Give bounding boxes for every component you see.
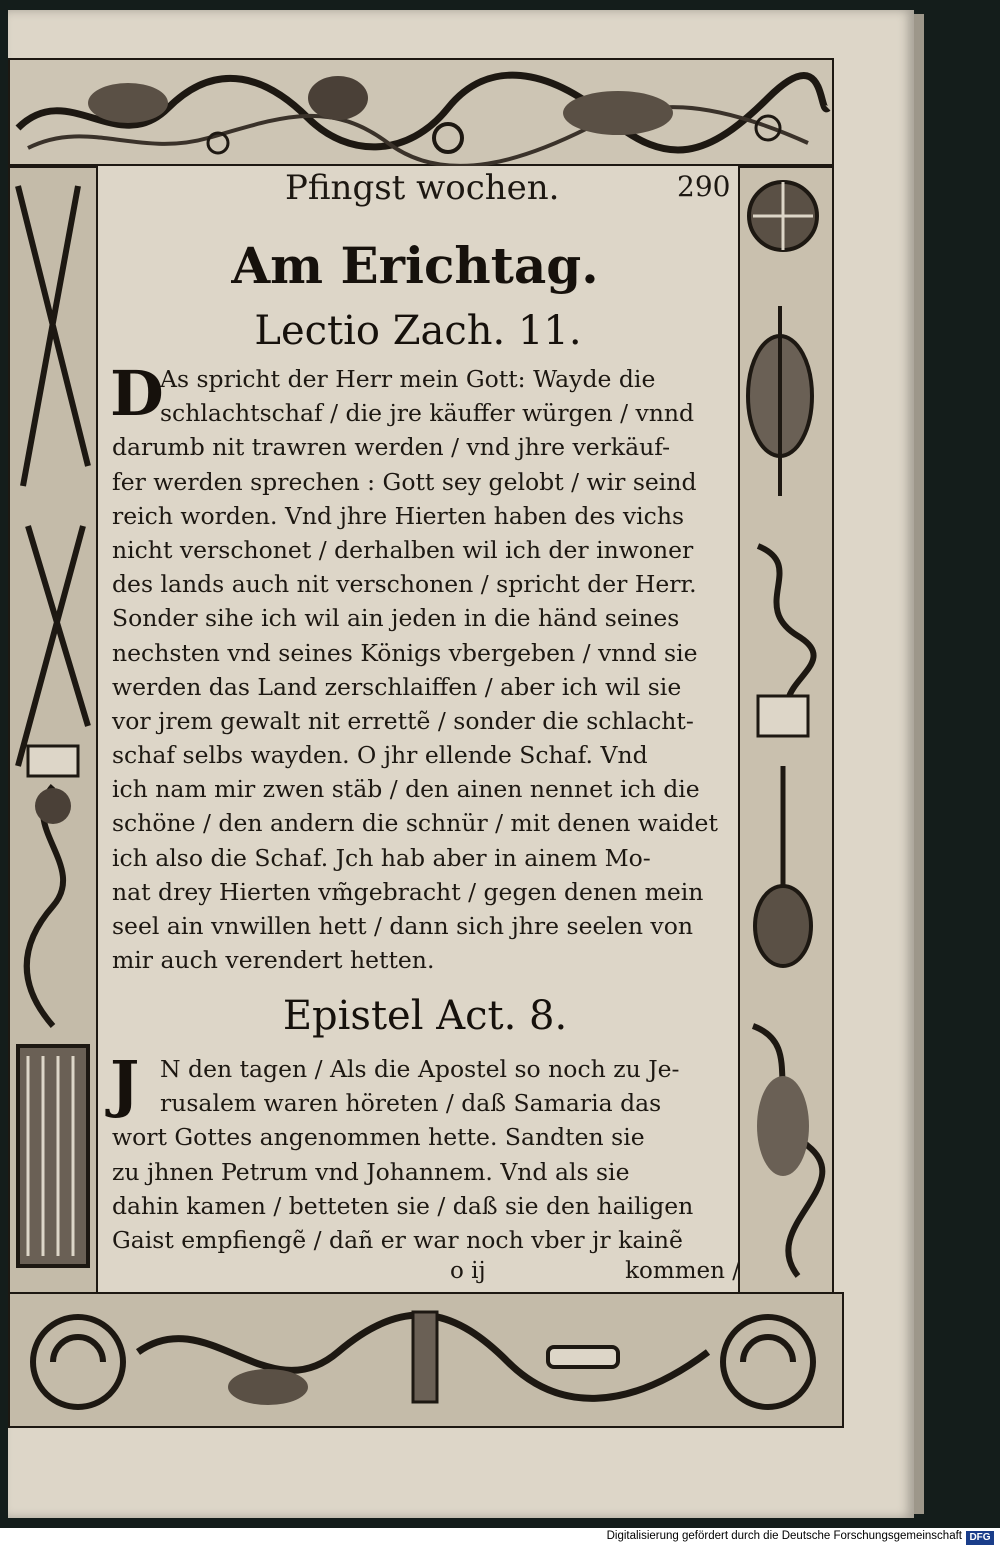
text-line: schaf selbs wayden. O jhr ellende Schaf. Vnd bbox=[112, 741, 648, 770]
text-line: schlachtschaf / die jre käuffer würgen / vnnd bbox=[160, 399, 695, 428]
drop-cap: D bbox=[110, 357, 164, 430]
digitization-credit-bar bbox=[0, 1528, 1000, 1548]
woodcut-border-top bbox=[8, 58, 834, 166]
signature-mark: o ij bbox=[450, 1258, 486, 1284]
catchword-row bbox=[450, 1258, 740, 1288]
text-line: Gaist empfiengẽ / dañ er war noch vber jr kainẽ bbox=[112, 1225, 683, 1254]
catchword: kommen / bbox=[625, 1258, 740, 1284]
text-line: nechsten vnd seines Königs vbergeben / vnnd sie bbox=[112, 638, 698, 667]
text-line: ich also die Schaf. Jch hab aber in ainem Mo- bbox=[112, 843, 651, 872]
text-line: schöne / den andern die schnür / mit denen waidet bbox=[112, 809, 718, 838]
dfg-logo: DFG bbox=[966, 1531, 994, 1545]
lectio-heading: Lectio Zach. 11. bbox=[254, 308, 582, 354]
text-line: Sonder sihe ich wil ain jeden in die händ seines bbox=[112, 604, 680, 633]
text-line: reich worden. Vnd jhre Hierten haben des vichs bbox=[112, 501, 685, 530]
text-line: rusalem waren höreten / daß Samaria das bbox=[160, 1089, 662, 1118]
text-line: nat drey Hierten vm̃gebracht / gegen denen mein bbox=[112, 877, 704, 906]
woodcut-border-bottom bbox=[8, 1292, 844, 1428]
text-line: fer werden sprechen : Gott sey gelobt / wir seind bbox=[112, 467, 697, 496]
text-line: werden das Land zerschlaiffen / aber ich wil sie bbox=[112, 672, 682, 701]
page-edge bbox=[914, 14, 924, 1514]
text-line: des lands auch nit verschonen / spricht der Herr. bbox=[112, 570, 697, 599]
text-line: ich nam mir zwen stäb / den ainen nennet ich die bbox=[112, 775, 700, 804]
day-title: Am Erichtag. bbox=[231, 236, 599, 295]
text-line: nicht verschonet / derhalben wil ich der inwoner bbox=[112, 535, 694, 564]
text-line: zu jhnen Petrum vnd Johannem. Vnd als sie bbox=[112, 1157, 630, 1186]
text-line: wort Gottes angenommen hette. Sandten sie bbox=[112, 1123, 645, 1152]
page-number: 290 bbox=[677, 170, 731, 203]
epistel-text bbox=[110, 1047, 737, 1257]
running-head: Pfingst wochen. bbox=[285, 168, 560, 208]
text-line: dahin kamen / betteten sie / daß sie den hailigen bbox=[112, 1191, 694, 1220]
lectio-text bbox=[110, 357, 737, 977]
digitization-credit: Digitalisierung gefördert durch die Deutsche Forschungsgemeinschaft bbox=[606, 1530, 962, 1542]
epistel-heading: Epistel Act. 8. bbox=[282, 993, 568, 1039]
text-line: mir auch verendert hetten. bbox=[112, 946, 435, 975]
drop-cap: J bbox=[110, 1047, 140, 1120]
text-line: As spricht der Herr mein Gott: Wayde die bbox=[160, 365, 656, 393]
text-line: seel ain vnwillen hett / dann sich jhre seelen von bbox=[112, 912, 693, 940]
text-line: N den tagen / Als die Apostel so noch zu Je- bbox=[160, 1055, 680, 1083]
text-line: vor jrem gewalt nit errettẽ / sonder die schlacht- bbox=[112, 706, 694, 735]
text-line: darumb nit trawren werden / vnd jhre verkäuf- bbox=[112, 433, 671, 462]
